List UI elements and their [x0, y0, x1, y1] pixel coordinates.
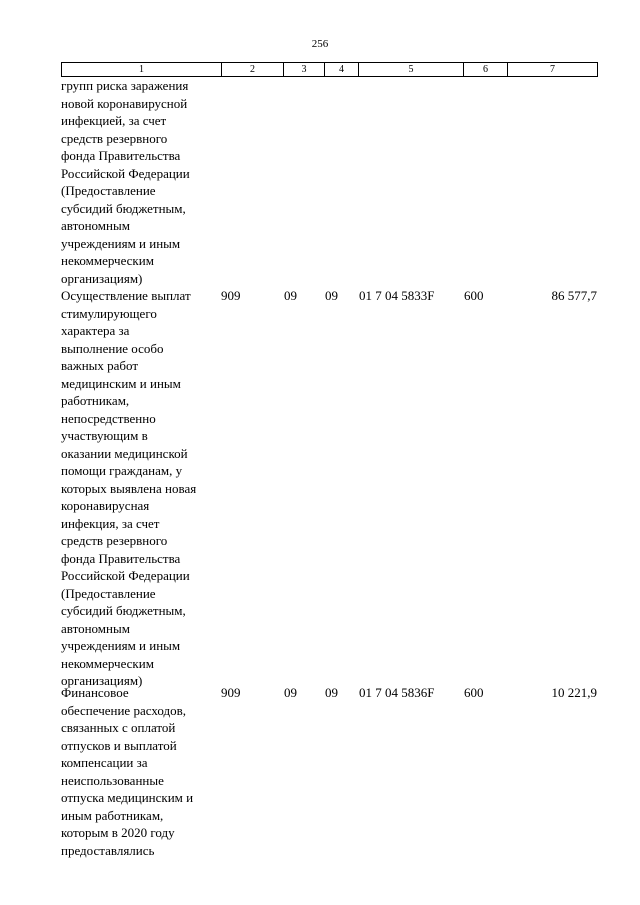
description-line: организациям) — [61, 270, 143, 286]
table-header — [61, 62, 598, 77]
description-line: средств резервного — [61, 533, 168, 548]
description-line: отпуска медицинским и — [61, 790, 194, 805]
description-line: коронавирусная — [61, 498, 150, 513]
description-line: фонда Правительства — [61, 148, 181, 163]
description-line: некоммерческим — [61, 655, 154, 671]
description-line: участвующим в — [61, 428, 148, 443]
description-line: фонда Правительства — [61, 550, 181, 566]
row-col-4: 09 — [325, 288, 338, 303]
row-description — [61, 684, 221, 859]
row-col-5: 01 7 04 5833F — [359, 288, 435, 303]
header-col-1: 1 — [62, 63, 222, 77]
description-line: Российской Федерации — [61, 165, 190, 181]
description-line: иным работникам, — [61, 807, 164, 823]
row-col-5: 01 7 04 5836F — [359, 685, 435, 700]
header-col-5: 5 — [359, 63, 464, 77]
description-line: субсидий бюджетным, — [61, 200, 186, 216]
description-line: компенсации за — [61, 755, 148, 770]
header-col-4: 4 — [325, 63, 359, 77]
description-line: предоставлялись — [61, 842, 155, 858]
description-line: учреждениям и иным — [61, 235, 181, 251]
description-line: Финансовое — [61, 685, 129, 700]
description-line: автономным — [61, 218, 130, 233]
row-col-3: 09 — [284, 685, 297, 700]
row-description — [61, 77, 221, 287]
description-line: инфекция, за счет — [61, 515, 160, 531]
description-line: оказании медицинской — [61, 445, 188, 461]
row-col-4: 09 — [325, 685, 338, 700]
row-description — [61, 287, 221, 690]
row-col-6: 600 — [464, 685, 484, 700]
description-line: обеспечение расходов, — [61, 702, 186, 718]
description-line: Осуществление выплат — [61, 288, 191, 303]
description-line: учреждениям и иным — [61, 638, 181, 653]
header-col-2: 2 — [222, 63, 284, 77]
description-line: (Предоставление — [61, 183, 156, 198]
description-line: которых выявлена новая — [61, 480, 197, 496]
header-col-7: 7 — [508, 63, 598, 77]
description-line: медицинским и иным — [61, 375, 181, 391]
page-number: 256 — [311, 38, 329, 50]
description-line: групп риска заражения — [61, 78, 189, 93]
row-col-7: 86 577,7 — [551, 288, 597, 303]
description-line: (Предоставление — [61, 585, 156, 601]
description-line: инфекцией, за счет — [61, 113, 167, 128]
description-line: субсидий бюджетным, — [61, 603, 186, 618]
description-line: непосредственно — [61, 410, 156, 426]
description-line: новой коронавирусной — [61, 95, 188, 111]
description-line: отпусков и выплатой — [61, 737, 177, 753]
description-line: важных работ — [61, 358, 139, 373]
header-col-6: 6 — [464, 63, 508, 77]
description-line: выполнение особо — [61, 340, 164, 356]
description-line: организациям) — [61, 673, 143, 688]
description-line: помощи гражданам, у — [61, 463, 183, 478]
description-line: стимулирующего — [61, 305, 157, 321]
description-line: Российской Федерации — [61, 568, 190, 583]
description-line: характера за — [61, 323, 130, 338]
description-line: средств резервного — [61, 130, 168, 146]
description-line: некоммерческим — [61, 253, 154, 268]
row-col-6: 600 — [464, 288, 484, 303]
row-col-7: 10 221,9 — [551, 685, 597, 700]
row-col-3: 09 — [284, 288, 297, 303]
description-line: связанных с оплатой — [61, 720, 176, 735]
header-col-3: 3 — [284, 63, 325, 77]
description-line: которым в 2020 году — [61, 825, 175, 840]
row-col-2: 909 — [221, 685, 241, 700]
description-line: работникам, — [61, 393, 130, 408]
row-col-2: 909 — [221, 288, 241, 303]
description-line: неиспользованные — [61, 772, 164, 788]
description-line: автономным — [61, 620, 130, 636]
